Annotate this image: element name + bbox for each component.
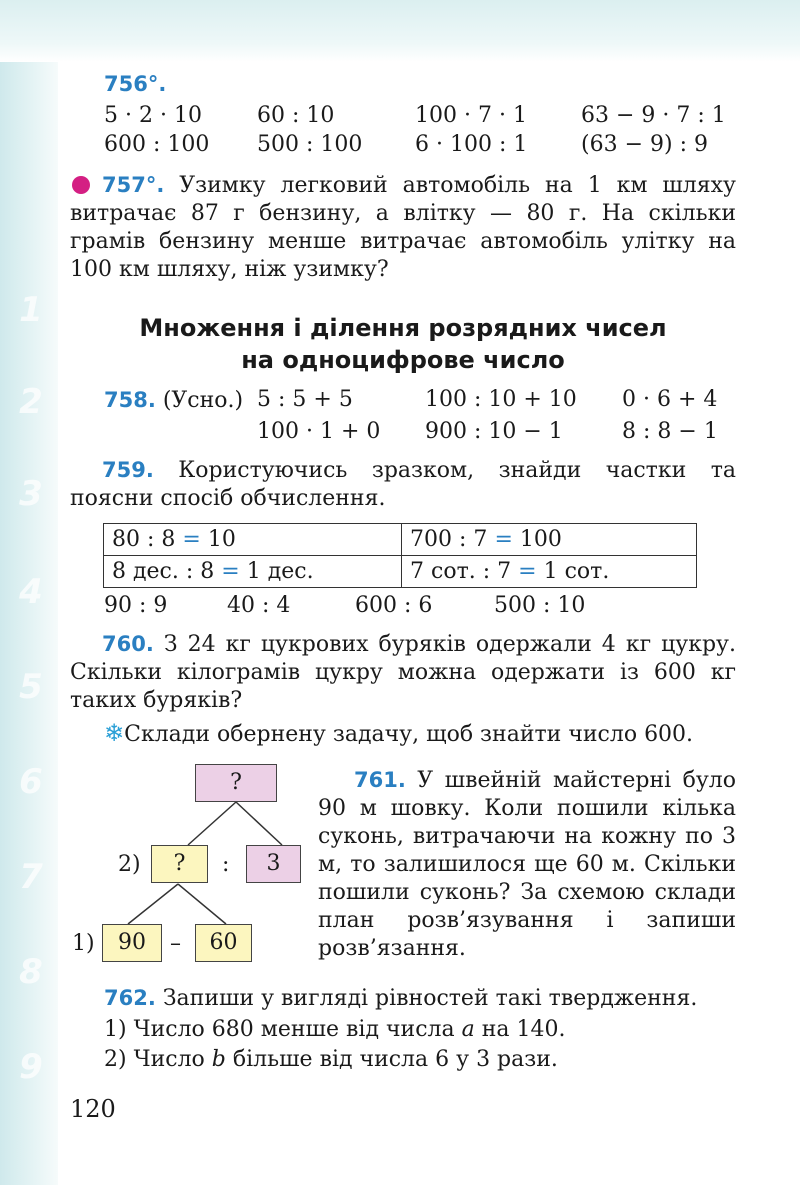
task-expression: 500 : 10	[494, 593, 586, 618]
scheme-step2-left-box: ?	[151, 845, 208, 883]
section-title-line1: Множення і ділення розрядних чисел	[139, 314, 667, 342]
expression: 5 : 5 + 5	[257, 387, 353, 412]
page-number: 120	[70, 1095, 116, 1123]
exercise-762-item2: 2) Число b більше від числа 6 у 3 рази.	[104, 1047, 558, 1072]
expression: 6 · 100 : 1	[415, 132, 528, 157]
side-digit: 3	[19, 474, 43, 514]
expression: 900 : 10 − 1	[425, 419, 563, 444]
expression: 63 − 9 · 7 : 1	[581, 103, 726, 128]
snowflake-icon: ❄	[104, 719, 125, 747]
exercise-757-number: 757°.	[102, 173, 165, 197]
expression: 500 : 100	[257, 132, 363, 157]
scheme-step2-right-box: 3	[246, 845, 301, 883]
exercise-762-item1: 1) Число 680 менше від числа a на 140.	[104, 1017, 566, 1042]
expression: 600 : 100	[104, 132, 210, 157]
scheme-step2-operator: :	[222, 852, 230, 877]
exercise-761-text: У швейній майстерні було 90 м шовку. Коли пошили кілька суконь, витрачаючи на кожну по 3 м, то залишилося ще 60 м. Скільки пошили суконь? За схемою склади план розв’язування і запиши розв’язання.	[318, 768, 736, 961]
exercise-760	[70, 630, 736, 715]
exercise-759	[70, 456, 736, 513]
task-expression: 90 : 9	[104, 593, 168, 618]
scheme-step1-operator: –	[170, 931, 181, 956]
exercise-760-text: З 24 кг цукрових буряків одержали 4 кг цукру. Скільки кілограмів цукру можна одержати із 600 кг таких буряків?	[70, 632, 736, 713]
exercise-759-number: 759.	[102, 458, 154, 482]
exercise-759-text: Користуючись зразком, знайди частки та поясни спосіб обчислення.	[70, 458, 736, 511]
side-digit: 4	[19, 572, 43, 612]
exercise-758-number: 758.	[104, 388, 156, 412]
exercise-760-extra-text: Склади обернену задачу, щоб знайти число 600.	[124, 722, 694, 747]
exercise-757-text: Узимку легковий автомобіль на 1 км шляху витрачає 87 г бензину, а влітку — 80 г. На скільки грамів бензину менше витрачає автомобіль улітку на 100 км шляху, ніж узимку?	[70, 173, 736, 282]
scheme-step1-right-box: 60	[195, 924, 252, 962]
exercise-762-text: Запиши у вигляді рівностей такі твердження.	[162, 986, 698, 1011]
exercise-762-number: 762.	[104, 986, 156, 1010]
exercise-760-number: 760.	[102, 632, 154, 656]
expression: 100 · 7 · 1	[415, 103, 527, 128]
top-band	[0, 0, 800, 62]
table-row	[104, 524, 697, 556]
exercise-758-header	[104, 386, 243, 415]
scheme-step1-label: 1)	[72, 931, 95, 956]
scheme-top-box: ?	[195, 764, 277, 802]
table-cell: 7 сот. : 7 = 1 сот.	[402, 556, 697, 588]
side-digit: 1	[19, 290, 43, 330]
section-title-line2: на одноцифрове число	[241, 346, 565, 374]
expression: 8 : 8 − 1	[622, 419, 718, 444]
expression: 100 · 1 + 0	[257, 419, 381, 444]
exercise-762-header	[104, 984, 697, 1013]
exercise-760-extra	[104, 719, 693, 749]
side-digit: 9	[19, 1047, 43, 1087]
expression: 5 · 2 · 10	[104, 103, 202, 128]
side-digit: 8	[19, 952, 43, 992]
expression: 0 · 6 + 4	[622, 387, 718, 412]
side-digit: 6	[19, 762, 43, 802]
exercise-758-note: (Усно.)	[162, 388, 244, 413]
side-digit: 2	[19, 382, 43, 422]
side-strip	[0, 62, 58, 1185]
exercise-761	[318, 766, 736, 963]
expression: 100 : 10 + 10	[425, 387, 577, 412]
table-cell: 700 : 7 = 100	[402, 524, 697, 556]
side-digit: 5	[19, 667, 43, 707]
sample-table	[103, 523, 697, 588]
expression: (63 − 9) : 9	[581, 132, 708, 157]
exercise-756-number: 756°.	[104, 72, 167, 96]
scheme-step1-left-box: 90	[102, 924, 162, 962]
exercise-761-number: 761.	[354, 768, 406, 792]
table-cell: 80 : 8 = 10	[104, 524, 402, 556]
scheme-step2-label: 2)	[118, 852, 141, 877]
table-cell: 8 дес. : 8 = 1 дес.	[104, 556, 402, 588]
table-row	[104, 556, 697, 588]
task-expression: 40 : 4	[227, 593, 291, 618]
expression: 60 : 10	[257, 103, 335, 128]
exercise-757	[70, 171, 736, 284]
side-digit: 7	[19, 857, 43, 897]
task-expression: 600 : 6	[355, 593, 433, 618]
